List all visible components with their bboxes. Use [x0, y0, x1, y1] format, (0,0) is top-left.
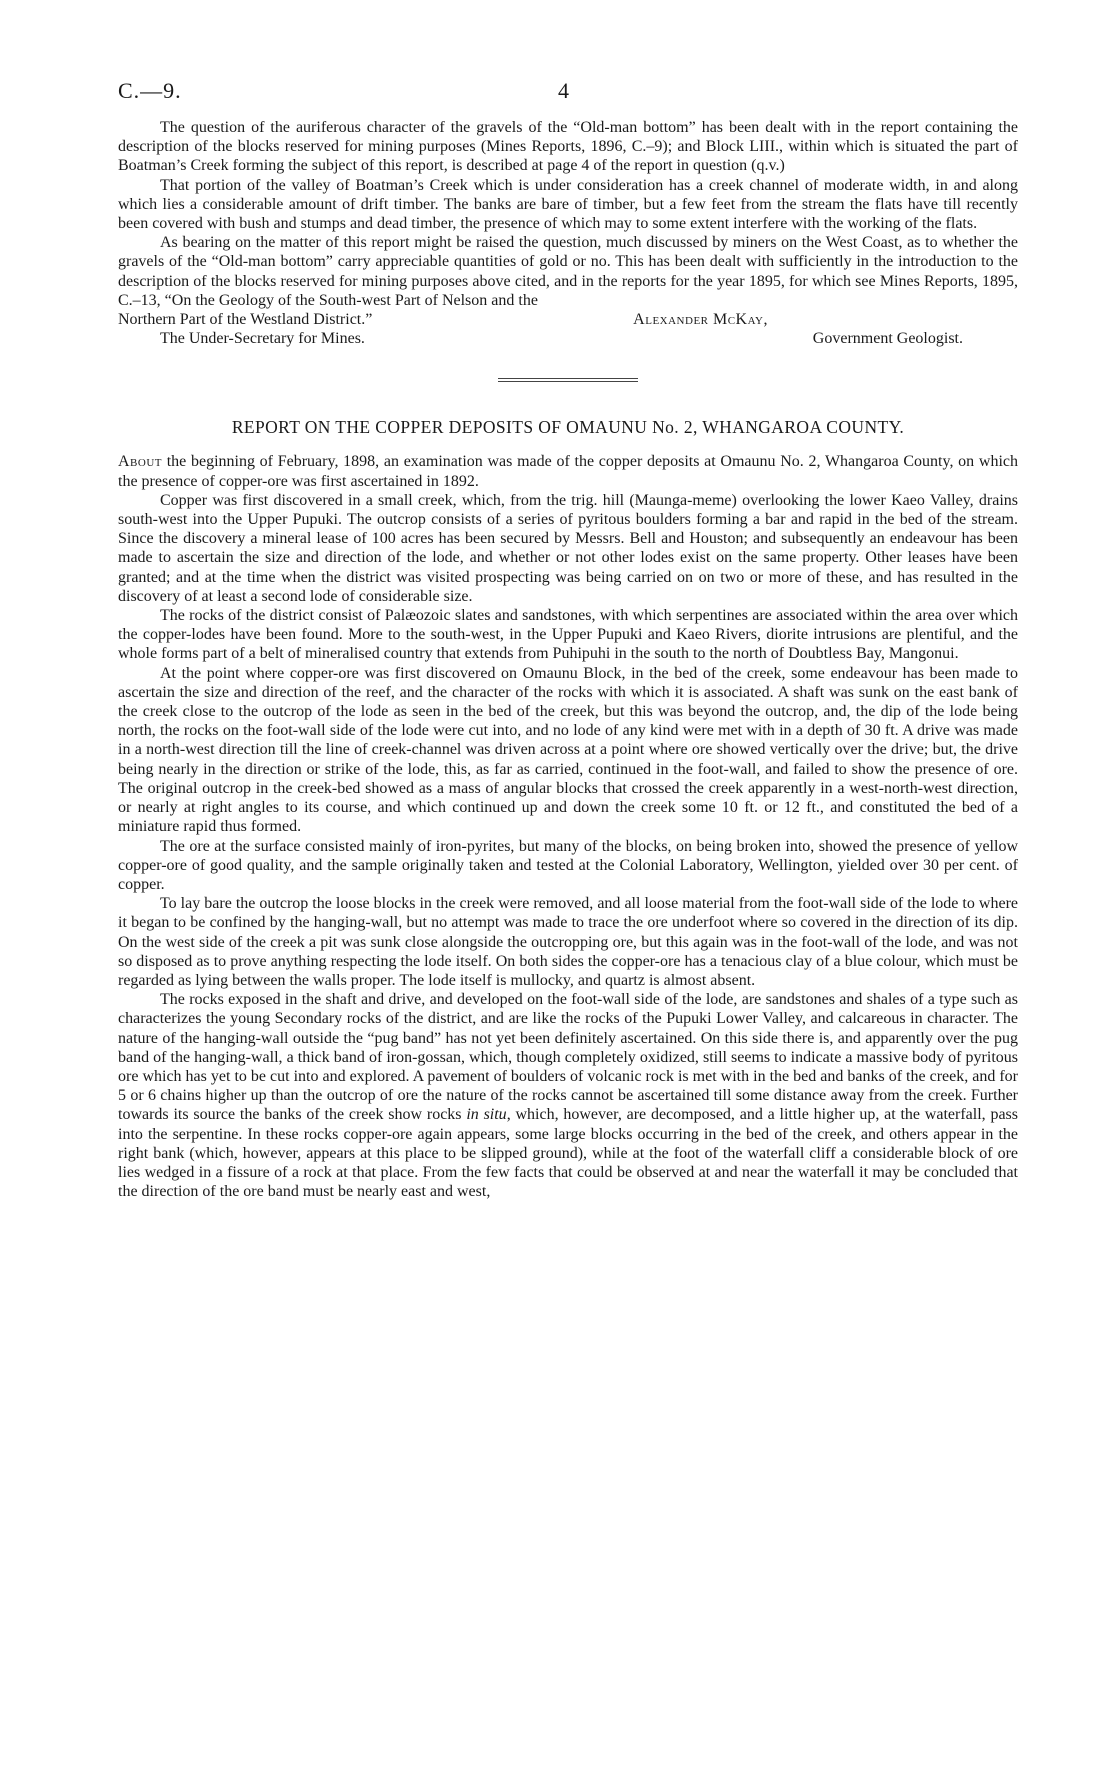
intro-paragraph-1: The question of the auriferous character of the gravels of the “Old-man bottom” has been dealt with in the report containing the description of the blocks reserved for mining purposes (Mines Reports, 1896, C.–9); and Block LIII., within which is situated the part of Boatman’s Creek forming the subject of this report, is described at page 4 of the report in question (q.v.) — [118, 119, 1018, 175]
signature-line-2 — [118, 329, 1018, 348]
report-paragraph-1-text: the beginning of February, 1898, an examination was made of the copper deposits at Omaunu No. 2, Whangaroa County, on which the presence of copper-ore was first ascertained in 1892. — [118, 453, 1018, 490]
report-paragraph-2: Copper was first discovered in a small creek, which, from the trig. hill (Maunga-meme) overlooking the lower Kaeo Valley, drains south-west into the Upper Pupuki. The outcrop consists of a series of pyritous boulders forming a bar and rapid in the bed of the stream. Since the discovery a mineral lease of 100 acres has been secured by Messrs. Bell and Houston; and subsequently an endeavour has been made to ascertain the size and direction of the lode, and whether or not other lodes exist on the same property. Other leases have been granted; and at the time when the district was visited prospecting was being carried on on two or more of these, and has resulted in the discovery of at least a second lode of considerable size. — [118, 491, 1018, 605]
signature-line-1 — [118, 310, 1018, 329]
document-page — [118, 78, 1018, 1201]
lead-word: About — [118, 453, 162, 471]
document-reference: C.—9. — [118, 78, 182, 103]
report-paragraph-4: At the point where copper-ore was first discovered on Omaunu Block, in the bed of the creek, some endeavour has been made to ascertain the size and direction of the reef, and the character of the rocks with which it is associated. A shaft was sunk on the east bank of the creek close to the outcrop of the lode as seen in the bed of the creek, but this was beyond the outcrop, and, the dip of the lode being north, the rocks on the foot-wall side of the lode were cut into, and no lode of any kind were met with in a depth of 30 ft. A drive was made in a north-west direction till the line of creek-channel was driven across at a point where ore showed vertically over the drive; but, the drive being nearly in the direction or strike of the lode, this, as far as carried, continued in the foot-wall, and failed to show the presence of ore. The original outcrop in the creek-bed showed as a mass of angular blocks that crossed the creek apparently in a west-north-west direction, or nearly at right angles to its course, and which continued up and down the creek some 10 ft. or 12 ft., and constituted the bed of a miniature rapid thus formed. — [118, 664, 1018, 836]
report-body — [118, 452, 1018, 1201]
report-paragraph-1 — [118, 452, 1018, 490]
report-paragraph-5: The ore at the surface consisted mainly of iron-pyrites, but many of the blocks, on being broken into, showed the presence of yellow copper-ore of good quality, and the sample originally taken and tested at the Colonial Laboratory, Wellington, yielded over 30 per cent. of copper. — [118, 837, 1018, 893]
page-number: 4 — [558, 78, 569, 103]
signature-author: Alexander McKay, — [633, 311, 768, 329]
intro-section — [118, 118, 1018, 348]
signature-author-title: Government Geologist. — [812, 330, 963, 348]
page-header — [118, 78, 1018, 118]
section-divider — [498, 378, 638, 382]
report-title: REPORT ON THE COPPER DEPOSITS OF OMAUNU No. 2, WHANGAROA COUNTY. — [231, 417, 905, 438]
intro-paragraph-3: As bearing on the matter of this report might be raised the question, much discussed by miners on the West Coast, as to whether the gravels of the “Old-man bottom” carry appreciable quantities of gold or no. This has been dealt with sufficiently in the introduction to the description of the blocks reserved for mining purposes above cited, and in the reports for the year 1895, for which see Mines Reports, 1895, C.–13, “On the Geology of the South-west Part of Nelson and the — [118, 234, 1018, 309]
report-paragraph-7: The rocks exposed in the shaft and drive, and developed on the foot-wall side of the lode, are sandstones and shales of a type such as characterizes the young Secondary rocks of the district, and are like the rocks of the Pupuki Lower Valley, and calcareous in character. The nature of the hanging-wall outside the “pug band” has not yet been definitely ascertained. On this side there is, and apparently over the pug band of the hanging-wall, a thick band of iron-gossan, which, though completely oxidized, still seems to indicate a massive body of pyritous ore which has yet to be cut into and explored. A pavement of boulders of volcanic rock is met with in the bed and banks of the creek, and for 5 or 6 chains higher up than the outcrop of ore the nature of the rocks cannot be ascertained till some distance away from the creek. Further towards its source the banks of the creek show rocks in situ, which, however, are decomposed, and a little higher up, at the waterfall, pass into the serpentine. In these rocks copper-ore again appears, some large blocks occurring in the bed of the creek, and others appear in the right bank (which, however, appears at this place to be slipped ground), while at the foot of the waterfall cliff a considerable block of ore lies wedged in a fissure of a rock at that place. From the few facts that could be observed at and near the waterfall it may be concluded that the direction of the ore band must be nearly east and west, — [118, 991, 1018, 1201]
report-paragraph-6: To lay bare the outcrop the loose blocks in the creek were removed, and all loose material from the foot-wall side of the lode to where it began to be confined by the hanging-wall, but no attempt was made to trace the ore underfoot where so covered in the direction of its dip. On the west side of the creek a pit was sunk close alongside the outcropping ore, but this again was in the foot-wall of the lode, and was not so disposed as to prove anything respecting the lode itself. On both sides the copper-ore has a tenacious clay of a blue colour, which must be regarded as lying between the walls proper. The lode itself is mullocky, and quartz is almost absent. — [118, 895, 1018, 989]
intro-paragraph-last-line: Northern Part of the Westland District.” — [118, 311, 373, 329]
intro-paragraph-2: That portion of the valley of Boatman’s Creek which is under consideration has a creek channel of moderate width, in and along which lies a considerable amount of drift timber. The banks are bare of timber, but a few feet from the stream the flats have till recently been covered with bush and stumps and dead timber, the presence of which may to some extent interfere with the working of the flats. — [118, 176, 1018, 233]
signature-addressee: The Under-Secretary for Mines. — [160, 330, 365, 348]
italic-in-situ: in situ — [466, 1106, 507, 1124]
report-paragraph-3: The rocks of the district consist of Palæozoic slates and sandstones, with which serpentines are associated within the area over which the copper-lodes have been found. More to the south-west, in the Upper Pupuki and Kaeo Rivers, diorite intrusions are plentiful, and the whole forms part of a belt of mineralised country that extends from Puhipuhi in the south to the north of Doubtless Bay, Mangonui. — [118, 607, 1018, 663]
